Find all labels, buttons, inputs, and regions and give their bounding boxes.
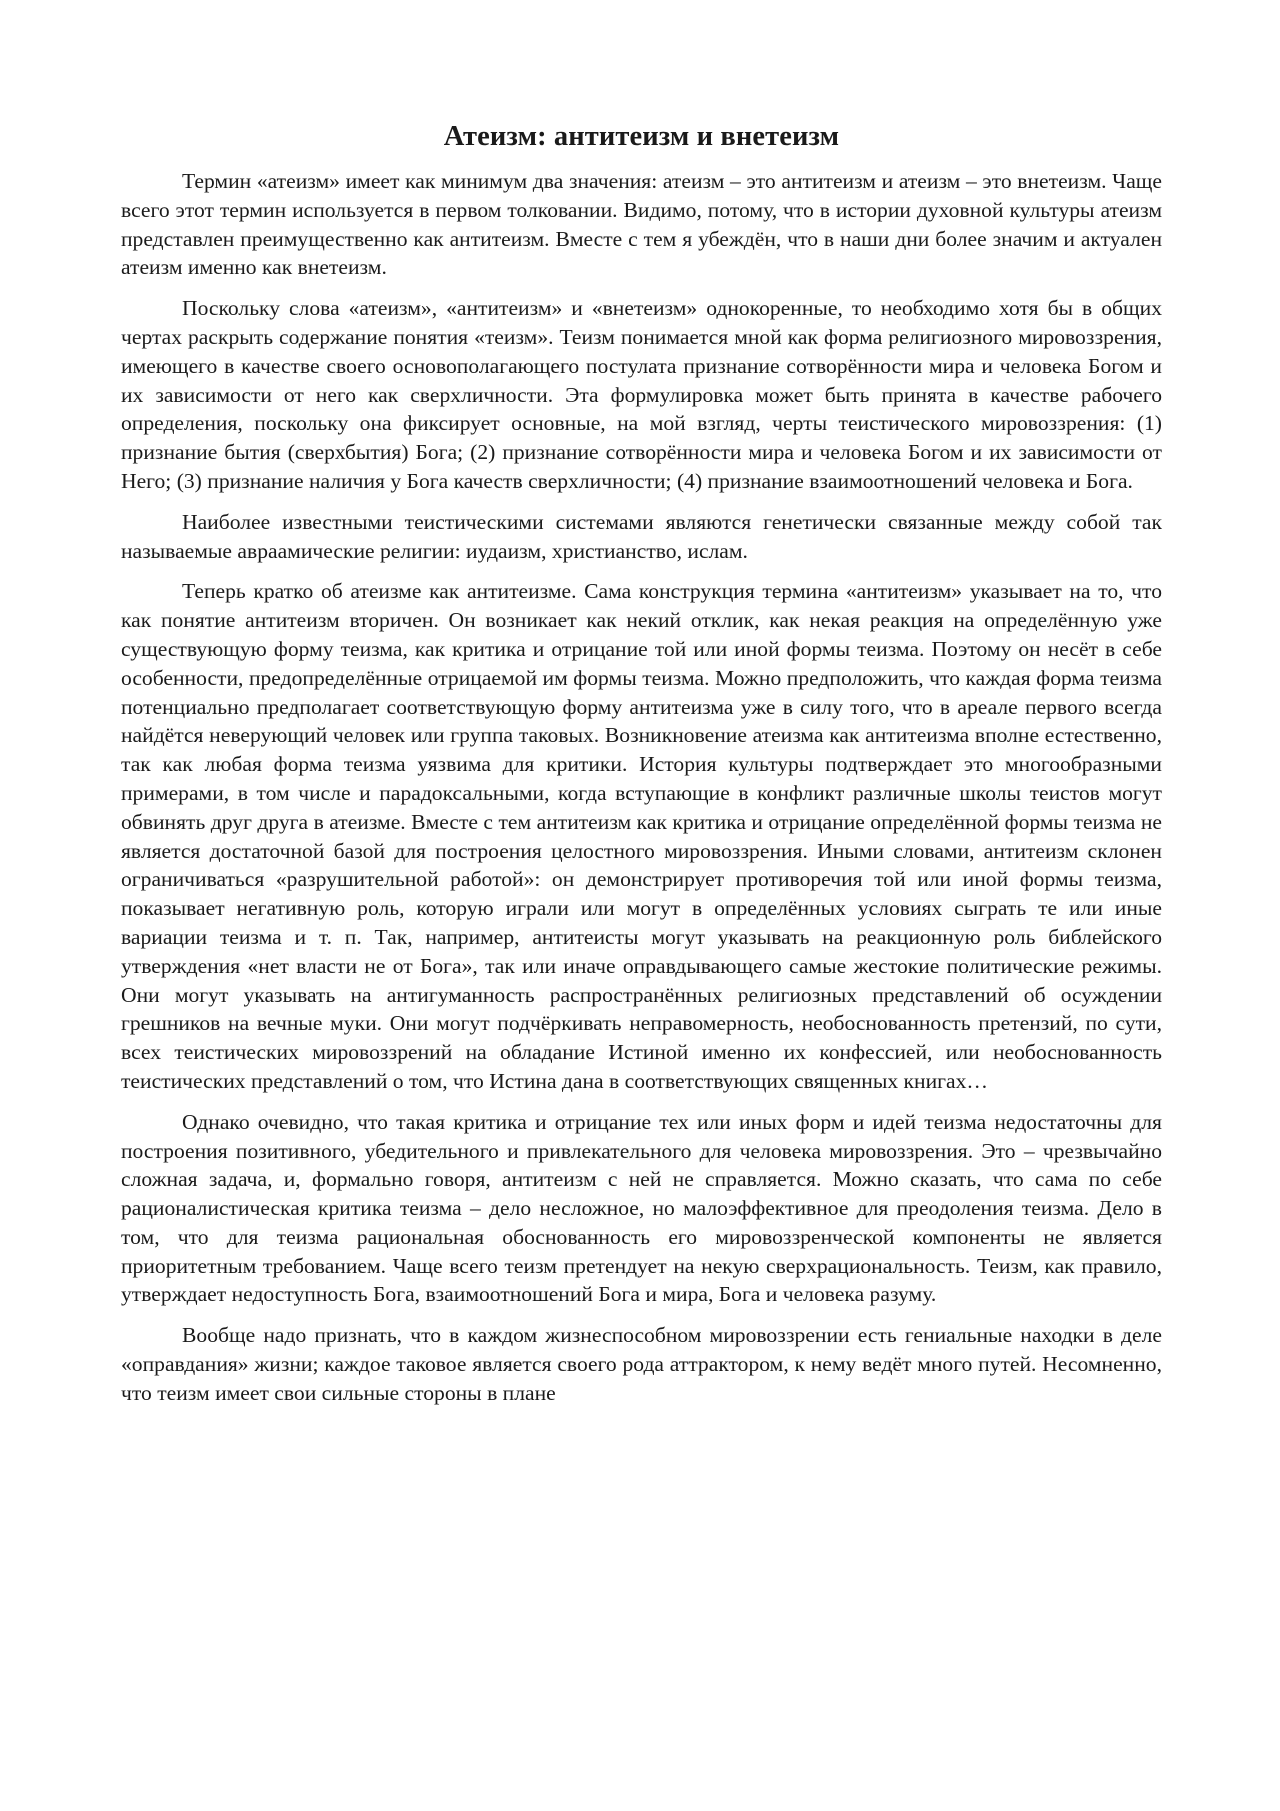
paragraph-2: Поскольку слова «атеизм», «антитеизм» и «внетеизм» однокоренные, то необходимо хотя бы в общих чертах раскрыть содержание понятия «теизм». Теизм понимается мной как форма религиозного мировоззрения, имеющего в качестве своего основополагающего постулата признание сотворённости мира и человека Богом и их зависимости от него как сверхличности. Эта формулировка может быть принята в качестве рабочего определения, поскольку она фиксирует основные, на мой взгляд, черты теистического мировоззрения: (1) признание бытия (сверхбытия) Бога; (2) признание сотворённости мира и человека Богом и их зависимости от Него; (3) признание наличия у Бога качеств сверхличности; (4) признание взаимоотношений человека и Бога.	[121, 296, 1162, 493]
paragraph-6: Вообще надо признать, что в каждом жизнеспособном мировоззрении есть гениальные находки в деле «оправдания» жизни; каждое таковое является своего рода аттрактором, к нему ведёт много путей. Несомненно, что теизм имеет свои сильные стороны в плане	[121, 1323, 1162, 1405]
paragraph-1: Термин «атеизм» имеет как минимум два значения: атеизм – это антитеизм и атеизм – это внетеизм. Чаще всего этот термин используется в первом толковании. Видимо, потому, что в истории духовной культуры атеизм представлен преимущественно как антитеизм. Вместе с тем я убеждён, что в наши дни более значим и актуален атеизм именно как внетеизм.	[121, 169, 1162, 280]
paragraph-3: Наиболее известными теистическими системами являются генетически связанные между собой так называемые авраамические религии: иудаизм, христианство, ислам.	[121, 509, 1162, 563]
document-title: Атеизм: антитеизм и внетеизм	[443, 121, 840, 152]
paragraph-4: Теперь кратко об атеизме как антитеизме. Сама конструкция термина «антитеизм» указывает на то, что как понятие антитеизм вторичен. Он возникает как некий отклик, как некая реакция на определённую уже существующую форму теизма, как критика и отрицание той или иной формы теизма. Поэтому он несёт в себе особенности, предопределённые отрицаемой им формы теизма. Можно предположить, что каждая форма теизма потенциально предполагает соответствующую форму антитеизма уже в силу того, что в ареале первого всегда найдётся неверующий человек или группа таковых. Возникновение атеизма как антитеизма вполне естественно, так как любая форма теизма уязвима для критики. История культуры подтверждает это многообразными примерами, в том числе и парадоксальными, когда вступающие в конфликт различные школы теистов могут обвинять друг друга в атеизме. Вместе с тем антитеизм как критика и отрицание определённой формы теизма не является достаточной базой для построения целостного мировоззрения. Иными словами, антитеизм склонен ограничиваться «разрушительной работой»: он демонстрирует противоречия той или иной формы теизма, показывает негативную роль, которую играли или могут в определённых условиях сыграть те или иные вариации теизма и т. п. Так, например, антитеисты могут указывать на реакционную роль библейского утверждения «нет власти не от Бога», так или иначе оправдывающего самые жестокие политические режимы. Они могут указывать на антигуманность распространённых религиозных представлений об осуждении грешников на вечные муки. Они могут подчёркивать неправомерность, необоснованность претензий, по сути, всех теистических мировоззрений на обладание Истиной именно их конфессией, или необоснованность теистических представлений о том, что Истина дана в соответствующих священных книгах…	[121, 579, 1162, 1093]
paragraph-5: Однако очевидно, что такая критика и отрицание тех или иных форм и идей теизма недостаточны для построения позитивного, убедительного и привлекательного для человека мировоззрения. Это – чрезвычайно сложная задача, и, формально говоря, антитеизм с ней не справляется. Можно сказать, что сама по себе рационалистическая критика теизма – дело несложное, но малоэффективное для преодоления теизма. Дело в том, что для теизма рациональная обоснованность его мировоззренческой компоненты не является приоритетным требованием. Чаще всего теизм претендует на некую сверхрациональность. Теизм, как правило, утверждает недоступность Бога, взаимоотношений Бога и мира, Бога и человека разуму.	[121, 1109, 1162, 1307]
